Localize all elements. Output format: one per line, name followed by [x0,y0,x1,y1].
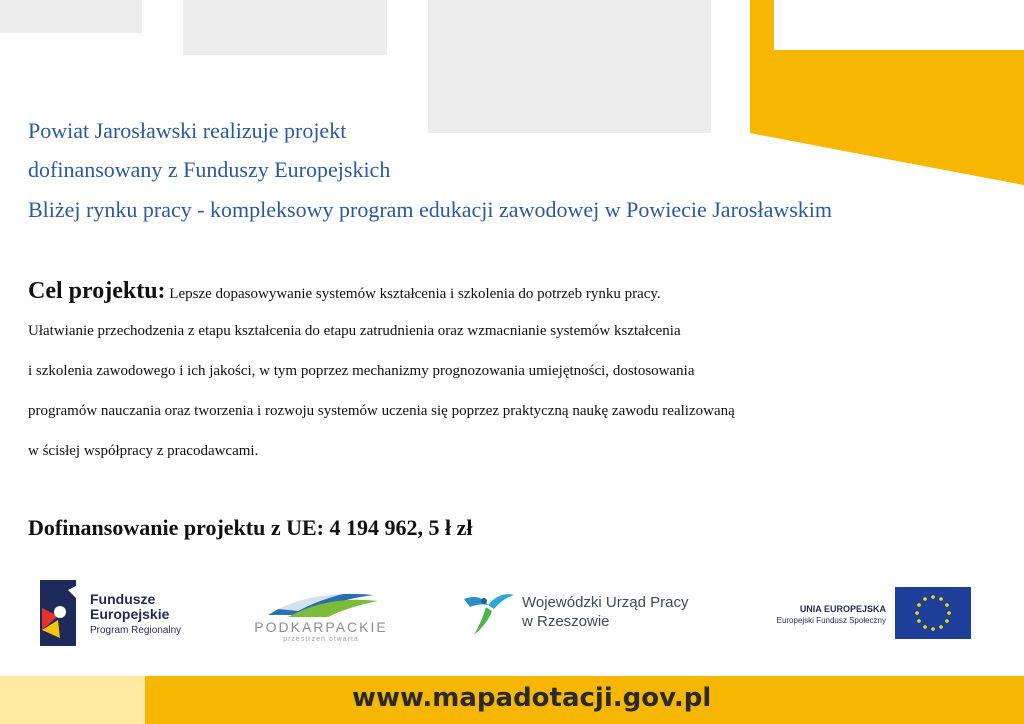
eu-flag-icon [895,587,971,639]
decor-yellow-shape [750,0,1024,185]
header-line-3: Bliżej rynku pracy - kompleksowy program edukacji zawodowej w Powiecie Jarosławskim [28,197,833,222]
fe-star-icon [40,580,82,646]
footer-left-band [0,676,145,724]
wup-bird-icon [460,585,516,639]
wup-line-2: w Rzeszowie [522,613,610,630]
wup-line-1: Wojewódzki Urząd Pracy [522,594,689,611]
project-goal [28,278,661,305]
fundusze-europejskie-logo [40,580,200,646]
goal-line-1: Ułatwianie przechodzenia z etapu kształcenia do etapu zatrudnienia oraz wzmacnianie systemów kształcenia [28,323,681,339]
pk-tagline: przestrzeń otwarta [283,636,359,643]
funding-amount: Dofinansowanie projektu z UE: 4 194 962, 5 ł zł [28,515,473,540]
header-line-2: dofinansowany z Funduszy Europejskich [28,157,391,182]
header-line-1: Powiat Jarosławski realizuje projekt [28,118,347,143]
fe-line-1: Fundusze [90,591,156,607]
wup-logo [460,585,700,640]
pk-name: PODKARPACKIE [254,619,388,635]
goal-line-4: w ścisłej współpracy z pracodawcami. [28,443,259,459]
podkarpackie-logo [248,585,394,645]
podkarpackie-hills-icon [248,585,394,619]
goal-first-line: Lepsze dopasowywanie systemów kształcenia i szkolenia do potrzeb rynku pracy. [165,286,661,302]
goal-line-3: programów nauczania oraz tworzenia i rozwoju systemów uczenia się poprzez praktyczną naukę zawodu realizowaną [28,403,735,419]
eu-sub: Europejski Fundusz Społeczny [776,616,886,625]
decor-tile-1 [0,0,142,33]
eu-title: UNIA EUROPEJSKA [799,604,886,614]
fe-sub: Program Regionalny [90,625,182,636]
eu-logo [750,587,974,641]
fe-line-2: Europejskie [90,606,170,622]
goal-line-2: i szkolenia zawodowego i ich jakości, w tym poprzez mechanizmy prognozowania umiejętności, dostosowania [28,363,695,379]
goal-title: Cel projektu: [28,278,166,304]
decor-tile-2 [183,0,387,55]
footer-website-link[interactable]: www.mapadotacji.gov.pl [352,683,712,713]
decor-tile-3 [428,0,711,133]
